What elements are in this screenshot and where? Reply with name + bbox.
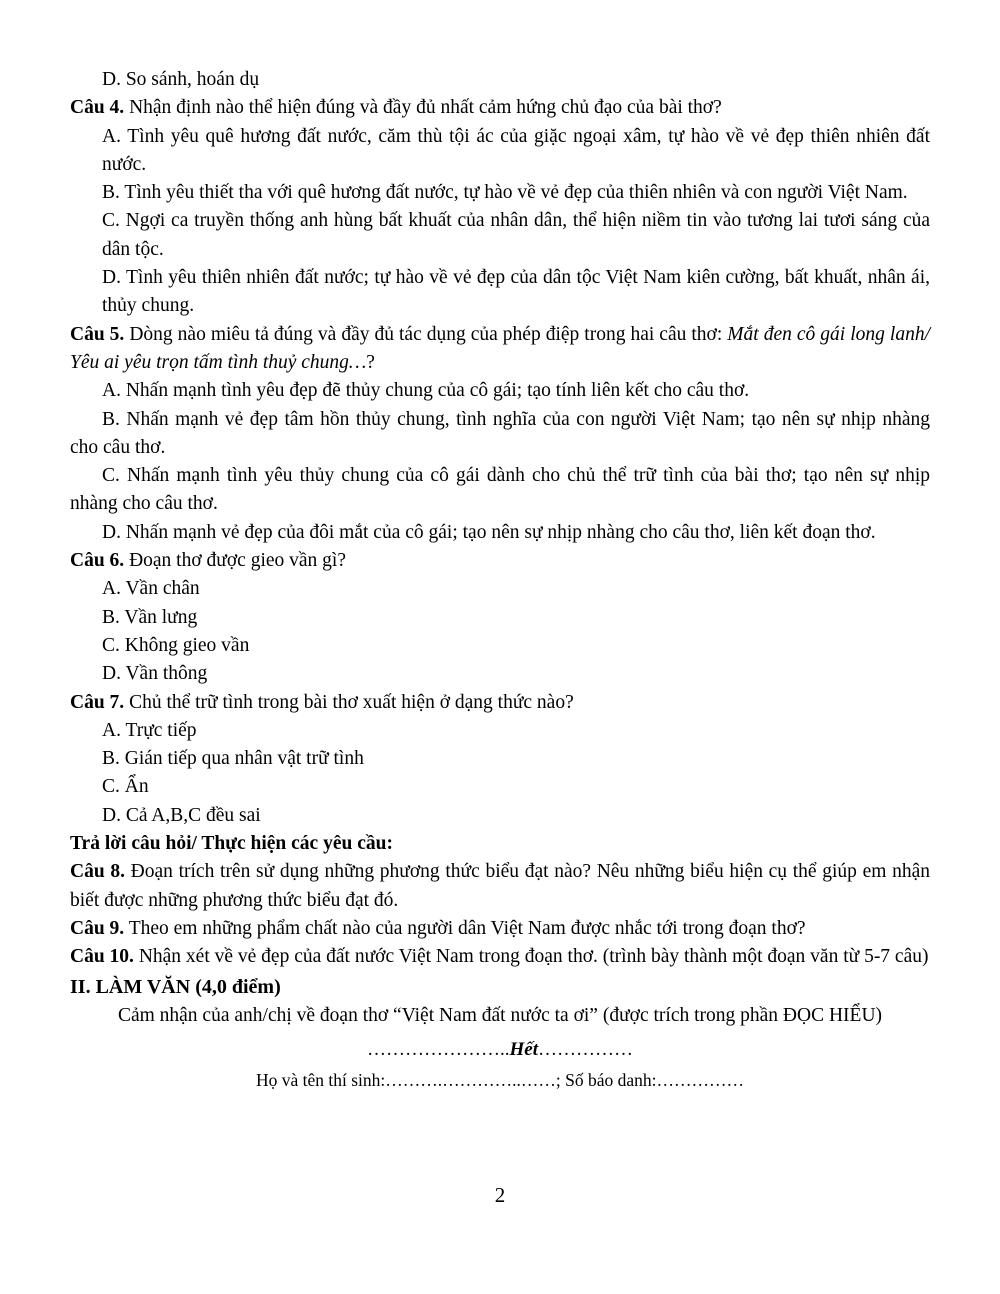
question-5 <box>70 321 930 378</box>
question-text: Nhận xét về vẻ đẹp của đất nước Việt Nam trong đoạn thơ. (trình bày thành một đoạn văn từ 5-7 câu) <box>133 946 929 968</box>
question-7 <box>70 689 930 717</box>
section-answer-heading: Trả lời câu hỏi/ Thực hiện các yêu cầu: <box>70 833 393 855</box>
end-dots-left: ………………….. <box>367 1038 510 1060</box>
end-dots-right: …………… <box>538 1038 633 1060</box>
q5-option-a: A. Nhấn mạnh tình yêu đẹp đẽ thủy chung của cô gái; tạo tính liên kết cho câu thơ. <box>102 380 750 402</box>
end-marker <box>70 1036 930 1064</box>
candidate-info-line: Họ và tên thí sinh:……….…………..……; Số báo danh:…………… <box>255 1070 745 1091</box>
question-label: Câu 5. <box>70 323 125 345</box>
question-8 <box>70 858 930 915</box>
q3-option-d: D. So sánh, hoán dụ <box>102 69 260 90</box>
question-label: Câu 4. <box>70 97 125 119</box>
question-text: Theo em những phẩm chất nào của người dân Việt Nam được nhắc tới trong đoạn thơ? <box>124 917 806 939</box>
question-text: Đoạn thơ được gieo vần gì? <box>124 550 346 572</box>
question-label: Câu 7. <box>70 691 125 713</box>
question-text: Nhận định nào thể hiện đúng và đầy đủ nhất cảm hứng chủ đạo của bài thơ? <box>124 97 722 119</box>
question-text: Dòng nào miêu tả đúng và đầy đủ tác dụng của phép điệp trong hai câu thơ: <box>124 323 728 345</box>
question-label: Câu 6. <box>70 550 125 572</box>
q4-option-b: B. Tình yêu thiết tha với quê hương đất nước, tự hào về vẻ đẹp của thiên nhiên và con người Việt Nam. <box>102 182 908 204</box>
q6-option-d: D. Vần thông <box>102 663 208 685</box>
question-text: Chủ thể trữ tình trong bài thơ xuất hiện ở dạng thức nào? <box>124 691 574 713</box>
question-label: Câu 8. <box>70 861 125 883</box>
page-number: 2 <box>494 1183 506 1207</box>
q6-option-a: A. Vần chân <box>102 578 200 600</box>
question-label: Câu 9. <box>70 917 125 939</box>
part2-heading: II. LÀM VĂN (4,0 điểm) <box>70 975 281 998</box>
q4-option-a: A. Tình yêu quê hương đất nước, căm thù tội ác của giặc ngoại xâm, tự hào về vẻ đẹp thiên nhiên đất nước. <box>102 125 930 175</box>
question-4 <box>70 94 930 122</box>
question-9 <box>70 915 930 943</box>
poem-quote: Mắt đen cô gái long lanh/ Yêu ai yêu trọn tấm tình thuỷ chung… <box>70 323 930 373</box>
q7-option-b: B. Gián tiếp qua nhân vật trữ tình <box>102 748 364 770</box>
q6-option-c: C. Không gieo vần <box>102 634 250 656</box>
q5-option-d: D. Nhấn mạnh vẻ đẹp của đôi mắt của cô gái; tạo nên sự nhịp nhàng cho câu thơ, liên kết đoạn thơ. <box>102 521 876 543</box>
q4-option-d: D. Tình yêu thiên nhiên đất nước; tự hào về vẻ đẹp của dân tộc Việt Nam kiên cường, bất khuất, nhân ái, thủy chung. <box>102 267 930 317</box>
question-end: ? <box>366 351 375 373</box>
question-label: Câu 10. <box>70 946 134 968</box>
part2-prompt: Cảm nhận của anh/chị về đoạn thơ “Việt Nam đất nước ta ơi” (được trích trong phần ĐỌC HIỂU) <box>117 1004 883 1026</box>
q4-option-c: C. Ngợi ca truyền thống anh hùng bất khuất của nhân dân, thể hiện niềm tin vào tương lai tươi sáng của dân tộc. <box>102 210 930 260</box>
question-6 <box>70 547 930 575</box>
q6-option-b: B. Vần lưng <box>102 606 198 628</box>
question-10 <box>70 943 930 971</box>
q5-option-b: B. Nhấn mạnh vẻ đẹp tâm hồn thủy chung, tình nghĩa của con người Việt Nam; tạo nên sự nhịp nhàng cho câu thơ. <box>70 408 930 458</box>
exam-page <box>70 66 930 1094</box>
q7-option-a: A. Trực tiếp <box>102 719 197 741</box>
q7-option-c: C. Ẩn <box>102 776 149 798</box>
q7-option-d: D. Cả A,B,C đều sai <box>102 804 261 826</box>
q5-option-c: C. Nhấn mạnh tình yêu thủy chung của cô gái dành cho chủ thể trữ tình của bài thơ; tạo nên sự nhịp nhàng cho câu thơ. <box>70 465 930 515</box>
question-text: Đoạn trích trên sử dụng những phương thức biểu đạt nào? Nêu những biểu hiện cụ thể giúp em nhận biết được những phương thức biểu đạt đó. <box>70 861 930 911</box>
end-word: Hết <box>509 1038 538 1060</box>
